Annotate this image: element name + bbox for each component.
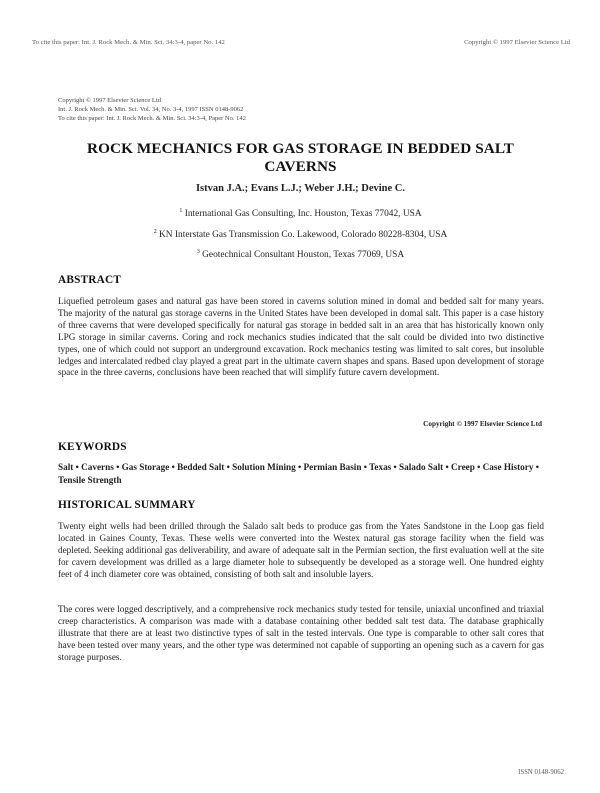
affiliation-1 bbox=[58, 208, 543, 219]
header-copyright: Copyright © 1997 Elsevier Science Ltd bbox=[464, 39, 570, 46]
affiliation-text: Geotechnical Consultant Houston, Texas 77069, USA bbox=[202, 250, 405, 261]
abstract-heading: ABSTRACT bbox=[58, 274, 122, 286]
header-citation: To cite this paper: Int. J. Rock Mech. & Min. Sci. 34:3-4, paper No. 142 bbox=[32, 39, 225, 46]
meta-copyright: Copyright © 1997 Elsevier Science Ltd bbox=[58, 97, 161, 104]
affiliation-number: 3 bbox=[196, 249, 200, 255]
authors: Istvan J.A.; Evans L.J.; Weber J.H.; Devine C. bbox=[195, 183, 406, 194]
footer-issn: ISSN 0148-9062 bbox=[518, 769, 564, 776]
keywords-heading: KEYWORDS bbox=[58, 441, 127, 453]
meta-cite: To cite this paper: Int. J. Rock Mech. & Min. Sci. 34:3-4, Paper No. 142 bbox=[58, 115, 246, 122]
history-heading: HISTORICAL SUMMARY bbox=[58, 499, 196, 511]
history-paragraph-2: The cores were logged descriptively, and a comprehensive rock mechanics study tested for tensile, uniaxial unconfined and triaxial creep characteristics. A comparison was made with a database containing other bedded salt test data. The database graphically illustrate that there are at least two distinctive types of salt in the tested intervals. One type is comparable to other salt cores that have been tested over many years, and the other type was determined not capable of supporting an opening such as a cavern for gas storage purposes. bbox=[58, 604, 544, 662]
affiliation-3 bbox=[58, 249, 543, 260]
history-paragraph-1: Twenty eight wells had been drilled through the Salado salt beds to produce gas from the Yates Sandstone in the Loop gas field located in Gaines County, Texas. These wells were converted into the Westex natural gas storage facility when the field was depleted. Seeking additional gas deliverability, and aware of adequate salt in the Permian section, the first evaluation well at the site for cavern development was drilled as a large diameter hole to subsequently be developed as a storage well. One hundred eighty feet of 4 inch diameter core was obtained, consisting of both salt and insoluble layers. bbox=[58, 521, 544, 579]
affiliation-number: 1 bbox=[179, 208, 183, 214]
paper-title: ROCK MECHANICS FOR GAS STORAGE IN BEDDED SALT CAVERNS bbox=[87, 140, 514, 175]
abstract-copyright: Copyright © 1997 Elsevier Science Ltd bbox=[423, 420, 542, 428]
meta-journal: Int. J. Rock Mech. & Min. Sci. Vol. 34, No. 3-4, 1997 ISSN 0148-9062 bbox=[58, 106, 244, 113]
keywords-list: Salt • Caverns • Gas Storage • Bedded Salt • Solution Mining • Permian Basin • Texas • Salado Salt • Creep • Case History • Tensile Strength bbox=[58, 462, 539, 485]
abstract-text: Liquefied petroleum gases and natural gas have been stored in caverns solution mined in domal and bedded salt for many years. The majority of the natural gas storage caverns in the United States have been developed in domal salt. This paper is a case history of three caverns that were developed specifically for natural gas storage in bedded salt in an area that has historically known only LPG storage in similar caverns. Coring and rock mechanics studies indicated that the salt could be divided into two distinctive types, one of which could not support an underground excavation. Rock mechanics testing was limited to salt cores, but insoluble ledges and intercalated redbed clay played a great part in the ultimate cavern shapes and spans. Based upon development of storage space in the three caverns, conclusions have been reached that will simplify future cavern development. bbox=[58, 296, 544, 378]
affiliation-number: 2 bbox=[153, 229, 157, 235]
affiliation-text: International Gas Consulting, Inc. Houston, Texas 77042, USA bbox=[184, 209, 422, 220]
affiliation-2 bbox=[58, 229, 543, 240]
affiliation-text: KN Interstate Gas Transmission Co. Lakewood, Colorado 80228-8304, USA bbox=[159, 230, 448, 241]
